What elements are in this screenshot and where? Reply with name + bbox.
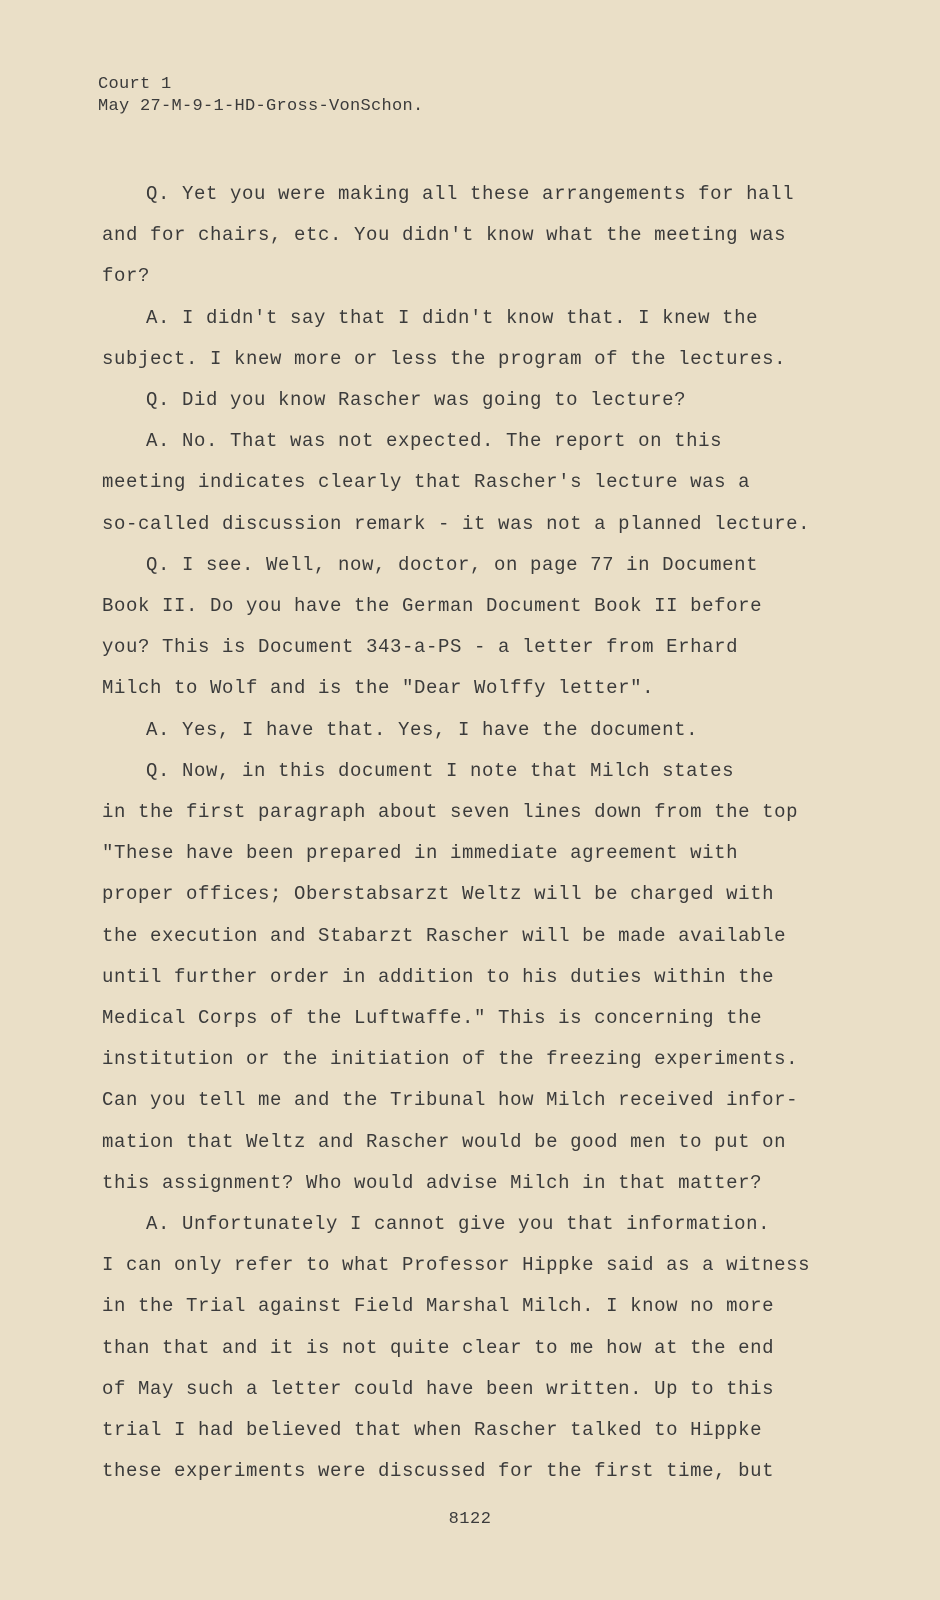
text-line: subject. I knew more or less the program of the lectures. bbox=[102, 347, 787, 370]
text-line: so-called discussion remark - it was not a planned lecture. bbox=[102, 512, 811, 535]
text-line: Book II. Do you have the German Document Book II before bbox=[102, 595, 763, 618]
page-number: 8122 bbox=[448, 1510, 492, 1529]
text-line: than that and it is not quite clear to me how at the end bbox=[102, 1336, 775, 1359]
text-line: I can only refer to what Professor Hippke said as a witness bbox=[102, 1254, 811, 1277]
text-line: until further order in addition to his duties within the bbox=[102, 965, 775, 988]
text-line: and for chairs, etc. You didn't know what the meeting was bbox=[102, 224, 787, 247]
text-line: this assignment? Who would advise Milch in that matter? bbox=[102, 1171, 763, 1194]
session-code: May 27-M-9-1-HD-Gross-VonSchon. bbox=[98, 97, 424, 116]
text-line: Q. Yet you were making all these arrangements for hall bbox=[146, 183, 795, 205]
text-line: in the Trial against Field Marshal Milch. I know no more bbox=[102, 1295, 775, 1318]
text-line: proper offices; Oberstabsarzt Weltz will be charged with bbox=[102, 883, 775, 906]
text-line: for? bbox=[102, 265, 151, 288]
text-line: A. I didn't say that I didn't know that. I knew the bbox=[146, 306, 759, 329]
text-line: you? This is Document 343-a-PS - a letter from Erhard bbox=[102, 636, 739, 659]
transcript-body bbox=[102, 174, 830, 1493]
header bbox=[98, 74, 424, 118]
text-line: "These have been prepared in immediate agreement with bbox=[102, 842, 739, 865]
text-line: mation that Weltz and Rascher would be good men to put on bbox=[102, 1130, 787, 1153]
text-line: trial I had believed that when Rascher talked to Hippke bbox=[102, 1419, 763, 1442]
text-line: Medical Corps of the Luftwaffe." This is concerning the bbox=[102, 1007, 763, 1030]
text-line: these experiments were discussed for the first time, but bbox=[102, 1460, 775, 1483]
text-line: meeting indicates clearly that Rascher's lecture was a bbox=[102, 471, 751, 494]
text-line: Q. Did you know Rascher was going to lecture? bbox=[146, 389, 687, 412]
court-label: Court 1 bbox=[98, 75, 172, 94]
text-line: A. Yes, I have that. Yes, I have the document. bbox=[146, 718, 699, 741]
text-line: Q. Now, in this document I note that Milch states bbox=[146, 759, 735, 782]
text-line: of May such a letter could have been written. Up to this bbox=[102, 1377, 775, 1400]
text-line: institution or the initiation of the freezing experiments. bbox=[102, 1048, 799, 1071]
text-line: Milch to Wolf and is the "Dear Wolffy letter". bbox=[102, 677, 655, 700]
text-line: the execution and Stabarzt Rascher will be made available bbox=[102, 924, 787, 947]
text-line: A. Unfortunately I cannot give you that information. bbox=[146, 1213, 771, 1236]
text-line: Can you tell me and the Tribunal how Milch received infor- bbox=[102, 1089, 799, 1112]
text-line: A. No. That was not expected. The report on this bbox=[146, 430, 723, 453]
text-line: in the first paragraph about seven lines down from the top bbox=[102, 801, 799, 824]
text-line: Q. I see. Well, now, doctor, on page 77 in Document bbox=[146, 553, 759, 576]
